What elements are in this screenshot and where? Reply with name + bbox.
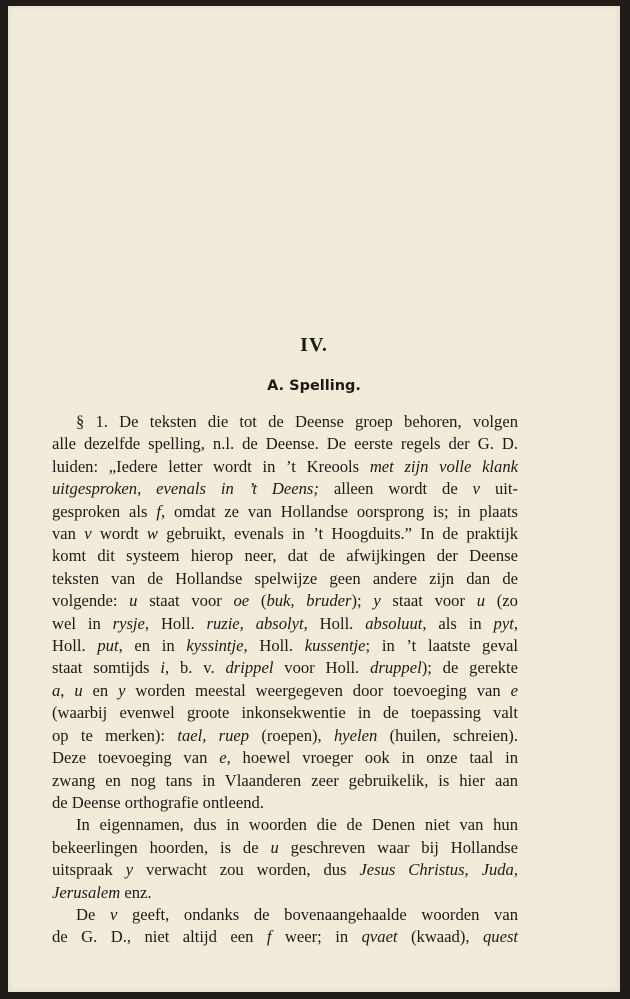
text-line — [52, 501, 518, 523]
text-run: de Deense orthografie ontleend. — [52, 792, 264, 812]
italic-run: u — [476, 591, 486, 611]
text-run: gebruikt, evenals in ’t Hoogduits.” In de praktijk — [158, 524, 518, 544]
text-run: (zo — [485, 591, 518, 611]
text-run: Holl. — [52, 636, 98, 656]
section-title: A. Spelling. — [267, 378, 361, 394]
text-run: , omdat ze van Hollandse oorsprong is; in plaats — [160, 501, 518, 521]
text-run: , — [60, 680, 75, 700]
text-run: verwacht zou worden, dus — [133, 860, 360, 880]
text-run: , — [513, 613, 518, 633]
italic-run: f — [156, 501, 161, 521]
italic-run: qvaet — [361, 927, 398, 947]
text-line — [52, 926, 518, 948]
body-text — [52, 411, 518, 949]
text-run: , b. v. — [164, 658, 226, 678]
text-run: van — [52, 524, 85, 544]
italic-run: a — [52, 680, 61, 700]
italic-run: ruzie, absolyt — [206, 613, 304, 633]
text-run: teksten van de Hollandse spelwijze geen andere zijn dan de — [52, 568, 518, 588]
text-run: § 1. De teksten die tot de Deense groep behoren, volgen — [76, 412, 518, 431]
text-run: , Holl. — [303, 613, 366, 633]
text-line — [52, 411, 518, 433]
text-line — [52, 456, 518, 478]
paragraph — [52, 814, 518, 904]
text-run: alle dezelfde spelling, n.l. de Deense. De eerste regels der G. D. — [52, 434, 518, 454]
italic-run: oe — [233, 591, 250, 611]
text-line — [52, 657, 518, 679]
text-run: uitspraak — [52, 860, 126, 880]
italic-run: kussentje — [304, 636, 366, 656]
italic-run: u — [129, 591, 138, 611]
italic-run: Jesus Christus, Juda, — [359, 860, 518, 880]
text-run: geschreven waar bij Hollandse — [278, 837, 518, 857]
italic-run: hyelen — [333, 725, 378, 745]
text-run: (kwaad), — [397, 927, 483, 947]
text-run: wel in — [52, 613, 113, 633]
text-run: zwang en nog tans in Vlaanderen zeer gebruikelik, is hier aan — [52, 770, 518, 790]
italic-run: absoluut — [365, 613, 423, 633]
text-run: , Holl. — [243, 636, 305, 656]
text-run: staat somtijds — [52, 658, 161, 678]
italic-run: pyt — [493, 613, 514, 633]
text-run: , als in — [422, 613, 494, 633]
text-run: alleen wordt de — [318, 479, 473, 499]
text-line — [52, 725, 518, 747]
text-line — [52, 882, 518, 904]
text-line — [52, 613, 518, 635]
italic-run: rysje — [112, 613, 145, 633]
text-run: ( — [249, 591, 267, 611]
text-line — [52, 702, 518, 724]
italic-run: tael, ruep — [177, 725, 250, 745]
italic-run: Jerusalem — [52, 882, 121, 902]
text-run: In eigennamen, dus in woorden die de Denen niet van hun — [76, 815, 518, 835]
italic-run: put — [97, 636, 119, 656]
italic-run: f — [266, 927, 272, 947]
italic-run: v — [472, 479, 481, 499]
text-run: wordt — [91, 524, 147, 544]
paragraph — [52, 904, 518, 949]
chapter-number: IV. — [300, 334, 328, 356]
italic-run: u — [270, 837, 279, 857]
text-run: staat voor — [137, 591, 234, 611]
text-run: ); de gerekte — [421, 658, 519, 678]
italic-run: e — [510, 680, 518, 700]
text-run: (roepen), — [249, 725, 334, 745]
text-run: komt dit systeem hierop neer, dat de afwijkingen der Deense — [52, 546, 518, 566]
text-line — [52, 747, 518, 769]
italic-run: y — [125, 860, 134, 880]
italic-run: i — [160, 658, 165, 678]
text-run: De — [76, 904, 110, 924]
text-run: de G. D., niet altijd een — [52, 927, 267, 947]
italic-run: uitgesproken, evenals in ’t Deens; — [52, 479, 319, 499]
text-run: bekeerlingen hoorden, is de — [52, 837, 271, 857]
text-line — [52, 859, 518, 881]
text-run: , hoewel vroeger ook in onze taal in — [226, 748, 518, 768]
text-line — [52, 770, 518, 792]
text-run: luiden: „Iedere letter wordt in ’t Kreools — [52, 456, 370, 476]
text-run: weer; in — [271, 927, 362, 947]
text-run: op te merken): — [52, 725, 178, 745]
italic-run: y — [373, 591, 381, 611]
text-line — [52, 433, 518, 455]
text-line — [52, 523, 518, 545]
book-page — [8, 6, 620, 992]
text-run: geeft, ondanks de bovenaangehaalde woorden van — [117, 904, 518, 924]
text-line — [52, 792, 518, 814]
paragraph — [52, 411, 518, 814]
text-run: ); — [351, 591, 374, 611]
italic-run: druppel — [370, 658, 422, 678]
text-line — [52, 545, 518, 567]
text-run: staat voor — [380, 591, 477, 611]
italic-run: y — [118, 680, 126, 700]
text-run: ; in ’t laatste geval — [365, 636, 518, 656]
italic-run: kyssintje — [186, 636, 244, 656]
italic-run: v — [84, 524, 92, 544]
text-run: (huilen, schreien). — [377, 725, 518, 745]
text-run: gesproken als — [52, 501, 157, 521]
text-run: , en in — [118, 636, 187, 656]
text-run: worden meestal weergegeven door toevoeging van — [125, 680, 511, 700]
italic-run: drippel — [225, 658, 274, 678]
italic-run: buk, bruder — [266, 591, 352, 611]
text-run: Deze toevoeging van — [52, 748, 220, 768]
italic-run: u — [74, 680, 83, 700]
text-line — [52, 568, 518, 590]
italic-run: e — [219, 748, 227, 768]
italic-run: v — [109, 904, 118, 924]
text-line — [52, 590, 518, 612]
text-line — [52, 837, 518, 859]
text-run: , Holl. — [144, 613, 207, 633]
text-line — [52, 814, 518, 836]
text-run: uit- — [480, 479, 518, 499]
text-line — [52, 680, 518, 702]
italic-run: w — [146, 524, 158, 544]
text-run: (waarbij evenwel groote inkonsekwentie in de toepassing valt — [52, 703, 518, 723]
italic-run: quest — [482, 927, 519, 947]
text-run: en — [82, 680, 119, 700]
text-line — [52, 478, 518, 500]
italic-run: met zijn volle klank — [369, 456, 519, 476]
text-run: volgende: — [52, 591, 130, 611]
text-run: voor Holl. — [273, 658, 371, 678]
text-line — [52, 635, 518, 657]
text-line — [52, 904, 518, 926]
text-run: enz. — [120, 882, 152, 902]
